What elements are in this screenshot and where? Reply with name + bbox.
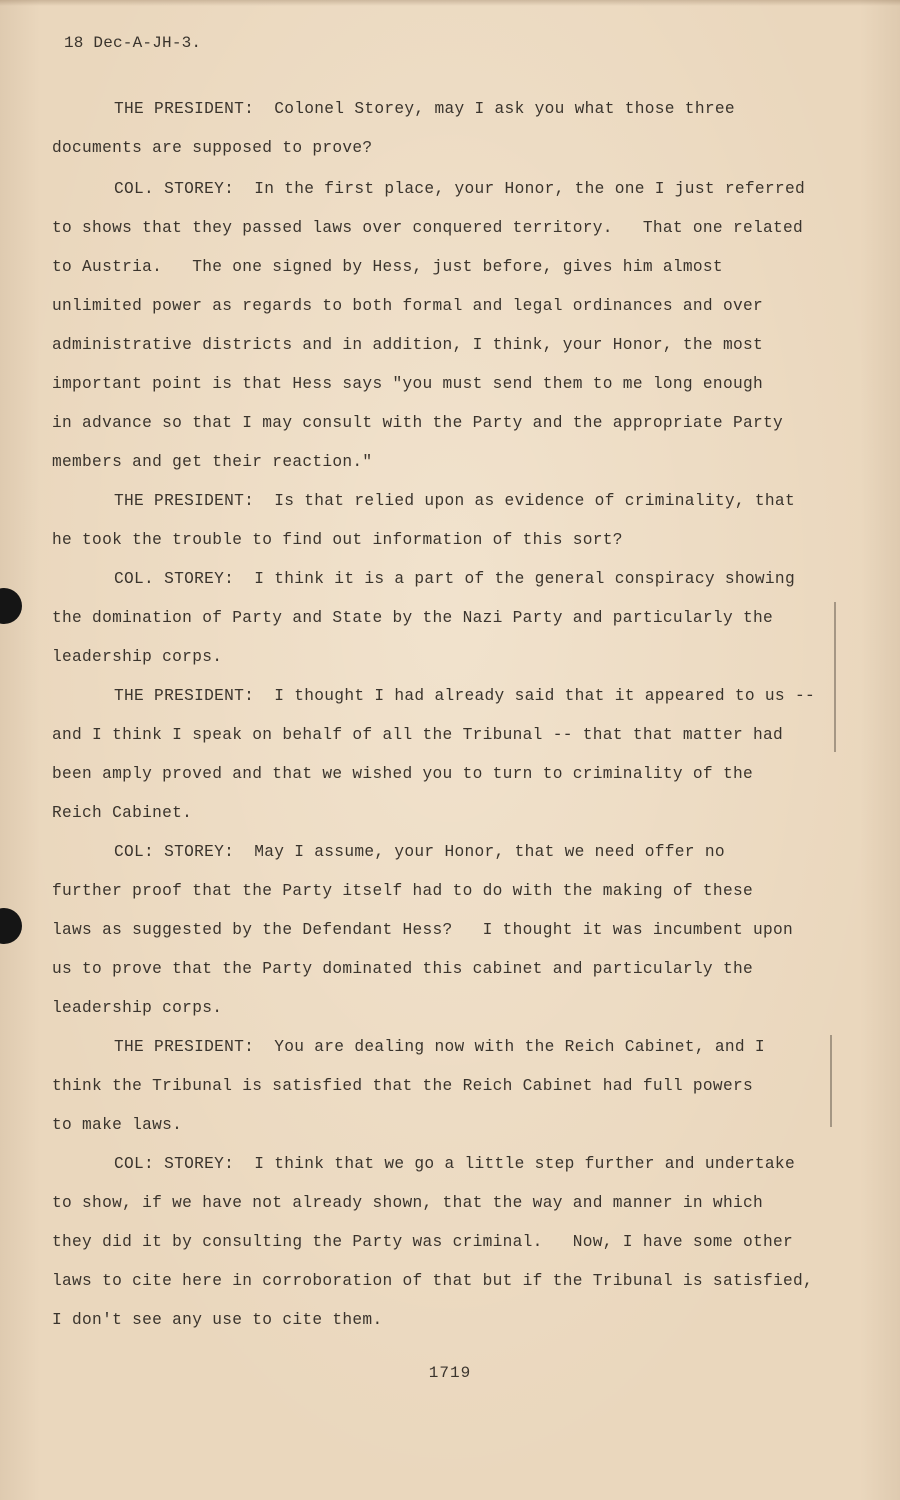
- text-line: laws to cite here in corroboration of that but if the Tribunal is satisfied,: [52, 1272, 814, 1290]
- page-edge-shadow: [0, 0, 900, 6]
- page-number: 1719: [428, 1364, 472, 1382]
- text-line: think the Tribunal is satisfied that the Reich Cabinet had full powers: [52, 1077, 753, 1095]
- text-line: COL. STOREY: I think it is a part of the general conspiracy showing: [114, 570, 795, 588]
- transcript-paragraph: [52, 677, 815, 833]
- transcript-paragraph: [52, 170, 812, 482]
- text-line: THE PRESIDENT: I thought I had already said that it appeared to us --: [114, 687, 815, 705]
- text-line: us to prove that the Party dominated this cabinet and particularly the: [52, 960, 753, 978]
- text-line: been amply proved and that we wished you to turn to criminality of the: [52, 765, 753, 783]
- binder-punch-hole: [0, 908, 22, 944]
- text-line: to make laws.: [52, 1116, 183, 1134]
- text-line: THE PRESIDENT: Is that relied upon as evidence of criminality, that: [114, 492, 795, 510]
- margin-mark-line: [834, 602, 836, 752]
- transcript-paragraph: [52, 90, 812, 168]
- text-line: COL. STOREY: In the first place, your Honor, the one I just referred: [114, 180, 805, 198]
- text-line: he took the trouble to find out information of this sort?: [52, 531, 623, 549]
- text-line: I don't see any use to cite them.: [52, 1311, 383, 1329]
- transcript-paragraph: [52, 1145, 812, 1340]
- text-line: leadership corps.: [52, 648, 223, 666]
- text-line: and I think I speak on behalf of all the Tribunal -- that that matter had: [52, 726, 784, 744]
- document-reference: 18 Dec-A-JH-3.: [64, 34, 202, 52]
- text-line: laws as suggested by the Defendant Hess? I thought it was incumbent upon: [52, 921, 794, 939]
- transcript-paragraph: [52, 1028, 812, 1145]
- transcript-paragraph: [52, 560, 812, 677]
- text-line: THE PRESIDENT: You are dealing now with the Reich Cabinet, and I: [114, 1038, 765, 1056]
- binder-punch-hole: [0, 588, 22, 624]
- text-line: THE PRESIDENT: Colonel Storey, may I ask you what those three: [114, 100, 735, 118]
- text-line: COL: STOREY: I think that we go a little step further and undertake: [114, 1155, 795, 1173]
- text-line: members and get their reaction.": [52, 453, 373, 471]
- text-line: further proof that the Party itself had to do with the making of these: [52, 882, 753, 900]
- text-line: documents are supposed to prove?: [52, 139, 373, 157]
- text-line: in advance so that I may consult with the Party and the appropriate Party: [52, 414, 784, 432]
- text-line: to Austria. The one signed by Hess, just before, gives him almost: [52, 258, 723, 276]
- transcript-paragraph: [52, 833, 812, 1028]
- text-line: to shows that they passed laws over conquered territory. That one related: [52, 219, 804, 237]
- transcript-body: [52, 90, 815, 1340]
- text-line: administrative districts and in addition, I think, your Honor, the most: [52, 336, 763, 354]
- transcript-paragraph: [52, 482, 812, 560]
- text-line: they did it by consulting the Party was criminal. Now, I have some other: [52, 1233, 794, 1251]
- margin-mark-line: [830, 1035, 832, 1127]
- text-line: to show, if we have not already shown, that the way and manner in which: [52, 1194, 763, 1212]
- text-line: unlimited power as regards to both formal and legal ordinances and over: [52, 297, 763, 315]
- text-line: leadership corps.: [52, 999, 223, 1017]
- text-line: Reich Cabinet.: [52, 804, 193, 822]
- text-line: important point is that Hess says "you must send them to me long enough: [52, 375, 763, 393]
- text-line: the domination of Party and State by the Nazi Party and particularly the: [52, 609, 774, 627]
- text-line: COL: STOREY: May I assume, your Honor, that we need offer no: [114, 843, 725, 861]
